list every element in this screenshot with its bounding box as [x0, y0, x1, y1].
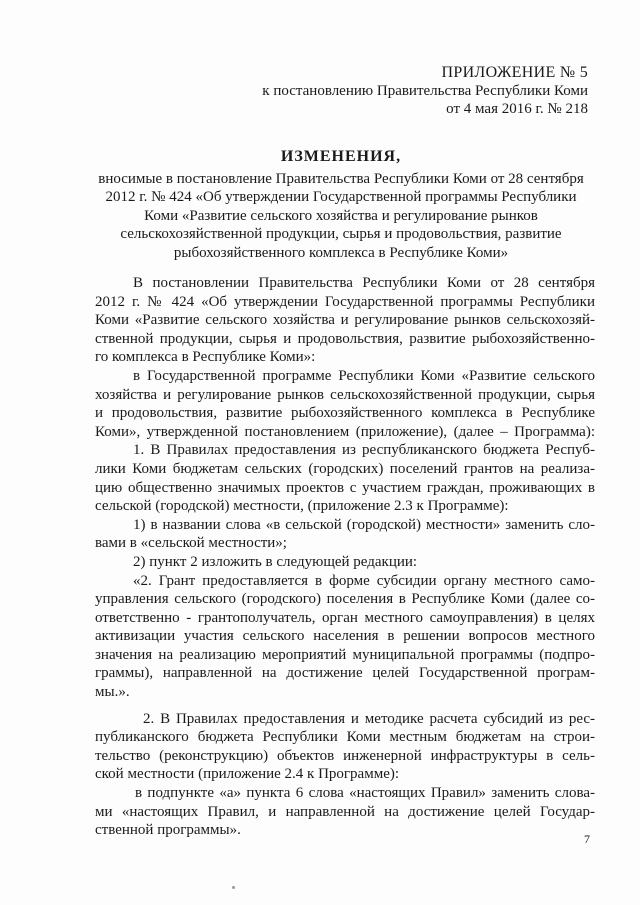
body-line: управления сельского (городского) поселения в Республике Коми (далее со-: [95, 591, 595, 608]
body-line: и продовольствия, развитие рыбохозяйственного комплекса в Республике: [95, 405, 595, 422]
body-line: «2. Грант предоставляется в форме субсидии органу местного само-: [133, 572, 595, 589]
body-line: лики Коми бюджетам сельских (городских) поселений грантов на реализа-: [95, 460, 595, 477]
heading-line: вносимые в постановление Правительства Республики Коми от 28 сентября: [98, 170, 584, 187]
body-line: Коми «Развитие сельского хозяйства и регулирование рынков сельскохозяй-: [95, 312, 595, 329]
heading-line: 2012 г. № 424 «Об утверждении Государственной программы Республики: [105, 189, 577, 205]
appendix-header: [262, 64, 588, 118]
body-line: хозяйства и регулирование рынков сельскохозяйственной продукции, сырья: [95, 386, 595, 403]
body-line: 2) пункт 2 изложить в следующей редакции:: [133, 553, 418, 570]
body-line: цию общественно значимых проектов с участием граждан, проживающих в: [95, 479, 595, 496]
body-line: в подпункте «а» пункта 6 слова «настоящих Правил» заменить слова-: [135, 785, 595, 802]
heading-line: рыбохозяйственного комплекса в Республике Коми»: [173, 244, 509, 261]
body-line: ственной продукции, сырья и продовольствия, развитие рыбохозяйственно-: [95, 330, 595, 347]
body-line: ской местности (приложение 2.4 к Программе):: [95, 766, 400, 783]
body-line: публиканского бюджета Республики Коми местным бюджетам на строи-: [95, 729, 595, 746]
appendix-line-1: к постановлению Правительства Республики Коми: [262, 83, 588, 99]
body-line: ответственно - грантополучатель, орган местного самоуправления) в целях: [95, 609, 595, 626]
heading-line: Коми «Развитие сельского хозяйства и регулирование рынков: [144, 207, 538, 224]
body-line: 1) в названии слова «в сельской (городской) местности» заменить сло-: [133, 516, 595, 533]
body-line: го комплекса в Республике Коми»:: [95, 349, 316, 366]
body-line: значения на реализацию мероприятий муниципальной программы (подпро-: [95, 646, 595, 663]
heading-title: ИЗМЕНЕНИЯ,: [280, 148, 402, 165]
body-line: ственной программы».: [95, 822, 241, 839]
heading-line: сельскохозяйственной продукции, сырья и продовольствия, развитие: [120, 226, 562, 242]
appendix-title: ПРИЛОЖЕНИЕ № 5: [441, 64, 588, 81]
body-line: граммы), направленной на достижение целей Государственной програм-: [95, 665, 595, 682]
body-line: 2012 г. № 424 «Об утверждении Государственной программы Республики: [95, 293, 595, 310]
body-line: активизации участия сельского населения в решении вопросов местного: [95, 628, 595, 645]
appendix-line-2: от 4 мая 2016 г. № 218: [446, 101, 588, 117]
body-line: мы.».: [95, 684, 130, 701]
body-line: ми «настоящих Правил, и направленной на достижение целей Государ-: [95, 803, 595, 820]
body-line: сельской (городской) местности, (приложение 2.3 к Программе):: [95, 498, 509, 515]
body-line: вами в «сельской местности»;: [95, 535, 287, 552]
page-number: 7: [584, 832, 590, 846]
body-line: Коми», утвержденной постановлением (приложение), (далее – Программа):: [95, 423, 595, 440]
body-line: В постановлении Правительства Республики Коми от 28 сентября: [133, 275, 595, 291]
body-line: тельство (реконструкцию) объектов инженерной инфраструктуры в сель-: [95, 747, 595, 764]
body-line: 2. В Правилах предоставления и методике расчета субсидий из рес-: [143, 710, 595, 727]
scan-speck: [232, 886, 235, 889]
document-body: [95, 274, 595, 840]
document-heading: [96, 148, 586, 262]
body-line: в Государственной программе Республики Коми «Развитие сельского: [133, 367, 595, 384]
body-line: 1. В Правилах предоставления из республиканского бюджета Респуб-: [133, 442, 595, 459]
